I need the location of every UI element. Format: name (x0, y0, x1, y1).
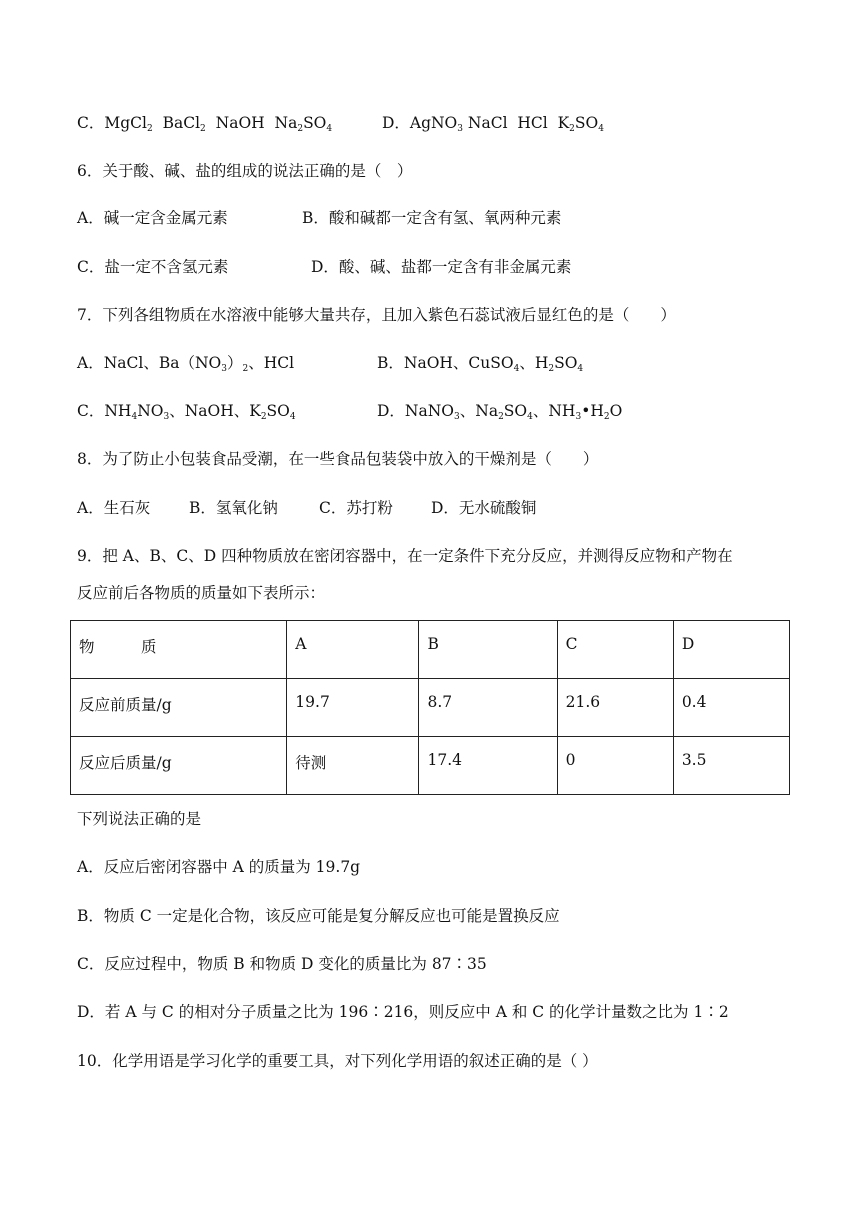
subscript: 4 (577, 364, 584, 374)
subscript: 2 (260, 412, 267, 422)
q10-stem: 10．化学用语是学习化学的重要工具，对下列化学用语的叙述正确的是（ ） (77, 1052, 598, 1070)
q8-option-d: D．无水硫酸铜 (431, 499, 537, 517)
table-row (71, 679, 790, 737)
subscript: 2 (569, 124, 575, 134)
q6-option-b: B．酸和碱都一定含有氢、氧两种元素 (302, 209, 562, 227)
q7-option-a (77, 352, 377, 374)
q9-option-c: C．反应过程中，物质 B 和物质 D 变化的质量比为 87∶35 (77, 955, 487, 973)
formula-part: SO (554, 354, 578, 372)
subscript: 3 (163, 412, 170, 422)
formula-part: O (609, 402, 623, 420)
q7-option-c (77, 400, 377, 422)
formula-part: SO (503, 402, 528, 420)
table-cell: 19.7 (287, 679, 419, 737)
formula-part: 、Na (459, 402, 499, 420)
q5-options-row (77, 112, 604, 134)
table-cell: 物 质 (71, 621, 287, 679)
formula-part: SO (303, 114, 327, 132)
q5-option-c (77, 112, 377, 134)
q6-option-d: D．酸、碱、盐都一定含有非金属元素 (311, 258, 572, 276)
formula-part: NO (137, 402, 164, 420)
subscript: 2 (297, 124, 304, 134)
q8-option-a: A．生石灰 (77, 499, 151, 517)
q8-option-c: C．苏打粉 (319, 499, 393, 517)
table-cell: C (557, 621, 673, 679)
q9-option-a: A．反应后密闭容器中 A 的质量为 19.7g (77, 858, 361, 876)
subscript: 2 (147, 124, 153, 134)
q7-option-b (377, 352, 583, 374)
table-cell: 反应前质量/g (71, 679, 287, 737)
table-cell: 8.7 (419, 679, 557, 737)
subscript: 4 (527, 412, 533, 422)
formula-part: D．NaNO (377, 402, 455, 420)
q6-options-cd (77, 256, 571, 278)
q7-option-d (377, 400, 622, 422)
q6-options-ab (77, 207, 561, 229)
formula-part: ） (226, 354, 243, 372)
table-cell: A (287, 621, 419, 679)
table-cell: 待测 (287, 737, 419, 795)
q6-option-c: C．盐一定不含氢元素 (77, 258, 229, 276)
mass-table (70, 620, 790, 795)
subscript: 3 (575, 412, 582, 422)
option-label: D． (381, 114, 410, 132)
formula-part: •H (581, 402, 604, 420)
q8-options (77, 497, 536, 519)
formula-part: NaOH Na (205, 114, 298, 132)
subscript: 2 (498, 412, 504, 422)
formula-part: AgNO (409, 114, 458, 132)
q5-option-d (382, 112, 604, 134)
subscript: 2 (603, 412, 610, 422)
table-header-row (71, 621, 790, 679)
formula-part: C．NH (77, 402, 132, 420)
formula-part: MgCl (104, 114, 147, 132)
subscript: 3 (457, 124, 463, 134)
subscript: 4 (513, 364, 520, 374)
subscript: 3 (454, 412, 460, 422)
table-cell: 3.5 (673, 737, 789, 795)
formula-part: 、HCl (248, 354, 295, 372)
q8-stem: 8．为了防止小包装食品受潮，在一些食品包装袋中放入的干燥剂是（ ） (77, 450, 599, 468)
formula-part: A．NaCl、Ba（NO (77, 354, 222, 372)
table-cell: D (673, 621, 789, 679)
subscript: 3 (221, 364, 227, 374)
q9-option-d: D．若 A 与 C 的相对分子质量之比为 196∶216，则反应中 A 和 C 的化学计量数之比为 1∶2 (77, 1003, 729, 1021)
table-cell: 0 (557, 737, 673, 795)
subscript: 2 (548, 364, 555, 374)
table-cell: 反应后质量/g (71, 737, 287, 795)
formula-part: NaCl HCl K (463, 114, 570, 132)
formula-part: SO (266, 402, 290, 420)
option-label: C． (77, 114, 105, 132)
formula-part: SO (574, 114, 599, 132)
q6-option-a: A．碱一定含金属元素 (77, 209, 228, 227)
formula-part: 、NaOH、K (169, 402, 261, 420)
subscript: 2 (242, 364, 249, 374)
formula-part: BaCl (152, 114, 201, 132)
table-cell: B (419, 621, 557, 679)
q8-option-b: B．氢氧化钠 (189, 499, 278, 517)
table-cell: 17.4 (419, 737, 557, 795)
formula-part: 、NH (532, 402, 576, 420)
subscript: 4 (326, 124, 333, 134)
subscript: 4 (598, 124, 604, 134)
q7-stem: 7．下列各组物质在水溶液中能够大量共存，且加入紫色石蕊试液后显红色的是（ ） (77, 306, 676, 324)
q7-options-ab (77, 352, 583, 374)
subscript: 2 (200, 124, 206, 134)
subscript: 4 (289, 412, 296, 422)
q7-options-cd (77, 400, 622, 422)
q6-stem: 6．关于酸、碱、盐的组成的说法正确的是（ ） (77, 162, 413, 180)
table-row (71, 737, 790, 795)
subscript: 4 (131, 412, 138, 422)
q9-stem-line1: 9．把 A、B、C、D 四种物质放在密闭容器中，在一定条件下充分反应，并测得反应物和产物在 (77, 547, 733, 565)
q9-followup: 下列说法正确的是 (77, 810, 202, 828)
table-cell: 0.4 (673, 679, 789, 737)
q9-stem-line2: 反应前后各物质的质量如下表所示： (77, 584, 326, 602)
q9-option-b: B．物质 C 一定是化合物，该反应可能是复分解反应也可能是置换反应 (77, 907, 560, 925)
table-cell: 21.6 (557, 679, 673, 737)
formula-part: 、H (519, 354, 549, 372)
formula-part: B．NaOH、CuSO (377, 354, 514, 372)
